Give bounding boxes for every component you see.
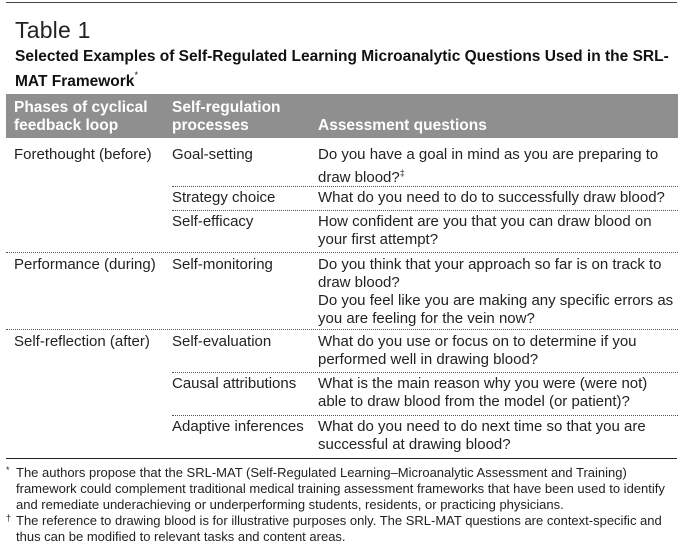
question-cell: What is the main reason why you were (were not) able to draw blood from the model (or patient)? bbox=[318, 375, 648, 410]
process-cell: Self-evaluation bbox=[172, 333, 272, 350]
question-cell: What do you use or focus on to determine if you performed well in drawing blood? bbox=[318, 333, 637, 368]
top-rule bbox=[6, 2, 677, 3]
header-questions: Assessment questions bbox=[318, 117, 487, 134]
question-footnote-mark: ‡ bbox=[399, 168, 405, 178]
row-divider bbox=[172, 210, 678, 211]
question-cell: What do you need to do next time so that you are successful at drawing blood? bbox=[318, 418, 646, 453]
footnote-mark: * bbox=[6, 465, 10, 475]
process-cell: Causal attributions bbox=[172, 375, 297, 392]
process-cell: Self-efficacy bbox=[172, 213, 254, 230]
section-divider bbox=[6, 252, 678, 253]
process-cell: Adaptive inferences bbox=[172, 418, 304, 435]
question-cell: What do you need to do to successfully draw blood? bbox=[318, 189, 665, 206]
phase-cell: Forethought (before) bbox=[14, 146, 152, 163]
process-cell: Goal-setting bbox=[172, 146, 253, 163]
footnote bbox=[6, 513, 676, 545]
question-cell: How confident are you that you can draw blood on your first attempt? bbox=[318, 213, 652, 248]
question-text-2: Do you feel like you are making any specific errors as you are feeling for the vein now? bbox=[318, 292, 674, 327]
table-caption bbox=[15, 47, 675, 91]
question-text: Do you have a goal in mind as you are preparing to draw blood? bbox=[318, 146, 659, 186]
table-label: Table 1 bbox=[15, 17, 91, 43]
caption-footnote-mark: * bbox=[134, 70, 138, 80]
row-divider bbox=[172, 415, 678, 416]
row-divider bbox=[172, 186, 678, 187]
question-cell bbox=[318, 256, 674, 328]
process-cell: Self-monitoring bbox=[172, 256, 273, 273]
question-text: Do you think that your approach so far is on track to draw blood? bbox=[318, 256, 662, 291]
caption-text: Selected Examples of Self-Regulated Learning Microanalytic Questions Used in the SRL-MAT Framework bbox=[15, 48, 669, 90]
bottom-rule bbox=[6, 458, 677, 459]
footnote bbox=[6, 465, 676, 513]
table-header-row bbox=[6, 94, 678, 138]
footnote-text: The authors propose that the SRL-MAT (Self-Regulated Learning–Microanalytic Assessment and Training) framework could complement traditional medical training assessment frameworks that have been used to identify and remediate underachieving or underperforming students, residents, or practicing physicians. bbox=[16, 465, 665, 512]
footnote-mark: † bbox=[6, 513, 12, 523]
header-process: Self-regulation processes bbox=[172, 99, 281, 134]
table-grid bbox=[6, 94, 678, 453]
process-cell: Strategy choice bbox=[172, 189, 276, 206]
header-phase: Phases of cyclical feedback loop bbox=[14, 99, 148, 134]
phase-cell: Self-reflection (after) bbox=[14, 333, 150, 350]
footnote-text: The reference to drawing blood is for illustrative purposes only. The SRL-MAT questions are context-specific and thus can be modified to relevant tasks and content areas. bbox=[16, 513, 662, 544]
footnotes bbox=[6, 465, 676, 545]
question-cell bbox=[318, 146, 674, 187]
row-divider bbox=[172, 372, 678, 373]
section-divider bbox=[6, 329, 678, 330]
phase-cell: Performance (during) bbox=[14, 256, 156, 273]
